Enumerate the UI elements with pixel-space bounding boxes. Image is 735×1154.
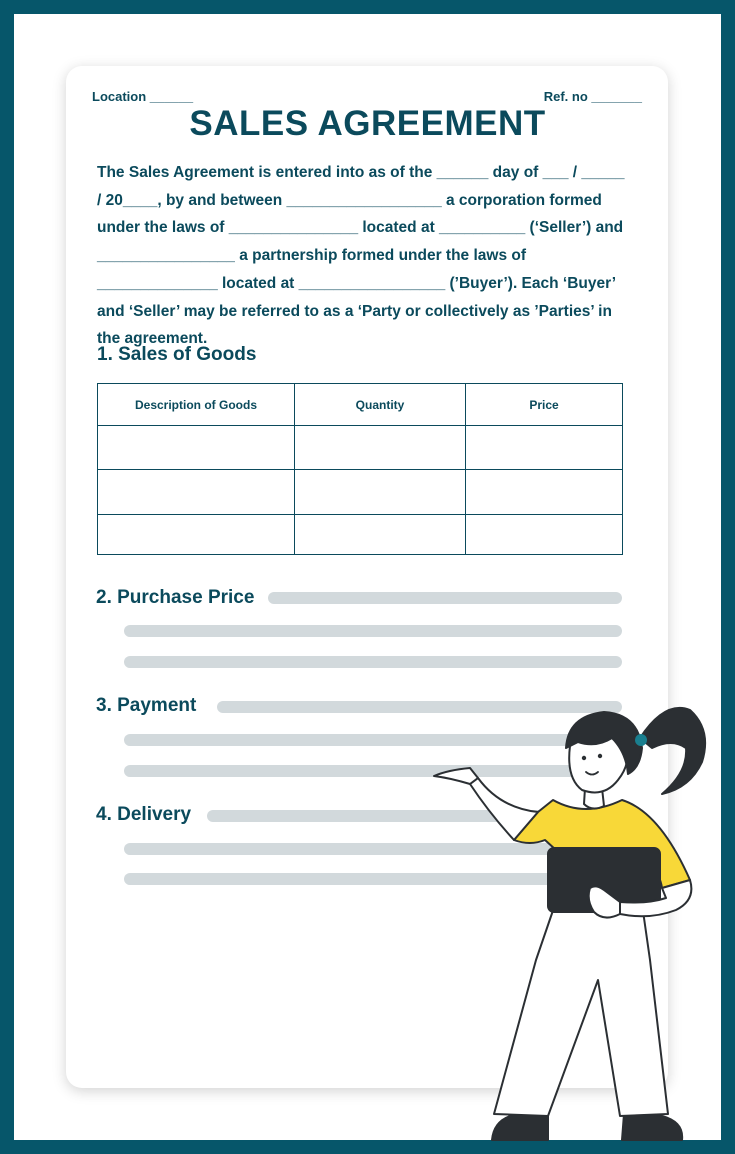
header-description: Description of Goods [98,384,295,426]
header-quantity: Quantity [295,384,466,426]
section-title-purchase-price: 2. Purchase Price [96,587,255,608]
document-title: SALES AGREEMENT [189,104,546,143]
intro-paragraph: The Sales Agreement is entered into as of the ______ day of ___ / _____ / 20____, by and between __________________ a corporation formed under the laws of _______________ located at __________ (‘Seller’) and ________________ a partnership formed under the laws of ______________ located at _________________ (’Buyer’). Each ‘Buyer’ and ‘Seller’ may be referred to as a ‘Party or collectively as ’Parties’ in the agreement. [97,164,625,348]
location-field: Location ______ [92,89,194,104]
section-title-payment: 3. Payment [96,695,197,716]
header-price: Price [466,384,623,426]
ref-no-field: Ref. no _______ [543,89,642,104]
section-title-sales-of-goods: 1. Sales of Goods [97,344,257,365]
section-title-delivery: 4. Delivery [96,804,192,825]
